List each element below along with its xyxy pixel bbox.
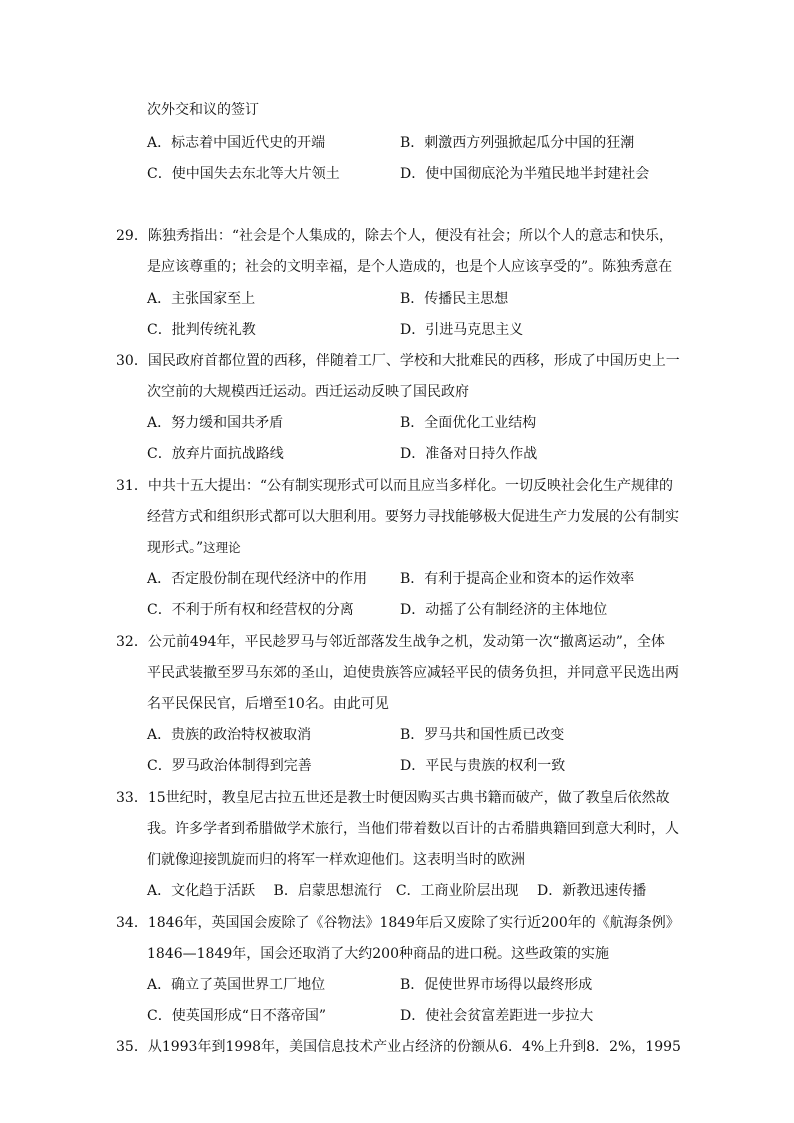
question-35-stem: 35．从1993年到1998年，美国信息技术产业占经济的份额从6．4%上升到8．2%，1995 xyxy=(116,1039,681,1055)
question-32-stem-end: 名平民保民官，后增至10名。由此可见 xyxy=(147,696,389,712)
option-b: B．传播民主思想 xyxy=(400,291,509,307)
question-31-stem-end xyxy=(147,538,241,558)
question-33-stem-cont: 我。许多学者到希腊做学术旅行，当他们带着数以百计的古希腊典籍回到意大利时，人 xyxy=(147,821,679,837)
question-30-stem: 30．国民政府首都位置的西移，伴随着工厂、学校和大批难民的西移，形成了中国历史上一 xyxy=(116,353,680,369)
option-d: D．动摇了公有制经济的主体地位 xyxy=(400,602,608,618)
question-34-stem: 34．1846年，英国国会废除了《谷物法》1849年后又废除了实行近200年的《航海条例》 xyxy=(116,915,680,931)
option-d: D．引进马克思主义 xyxy=(400,322,524,338)
option-a: A．确立了英国世界工厂地位 xyxy=(147,977,326,993)
option-d: D．使中国彻底沦为半殖民地半封建社会 xyxy=(400,166,650,182)
question-31-stem: 31．中共十五大提出：“公有制实现形式可以而且应当多样化。一切反映社会化生产规律的 xyxy=(116,478,673,494)
question-32-stem-cont: 平民武装撤至罗马东郊的圣山，迫使贵族答应减轻平民的债务负担，并同意平民选出两 xyxy=(147,665,679,681)
option-a: A．主张国家至上 xyxy=(147,291,256,307)
option-a: A．标志着中国近代史的开端 xyxy=(147,135,326,151)
question-32-stem: 32．公元前494年，平民趁罗马与邻近部落发生战争之机，发动第一次“撤离运动”，全体 xyxy=(116,634,665,650)
option-c: C．放弃片面抗战路线 xyxy=(147,446,284,462)
question-33-stem-end: 们就像迎接凯旋而归的将军一样欢迎他们。这表明当时的欧洲 xyxy=(147,852,525,868)
option-b: B．罗马共和国性质已改变 xyxy=(400,727,565,743)
question-continuation: 次外交和议的签订 xyxy=(147,102,259,118)
option-c: C．使中国失去东北等大片领土 xyxy=(147,166,340,182)
option-c: C．不利于所有权和经营权的分离 xyxy=(147,602,354,618)
question-31-stem-cont: 经营方式和组织形式都可以大胆利用。要努力寻找能够极大促进生产力发展的公有制实 xyxy=(147,509,679,525)
option-b: B．有利于提高企业和资本的运作效率 xyxy=(400,571,635,587)
option-a: A．努力缓和国共矛盾 xyxy=(147,415,284,431)
option-b: B．促使世界市场得以最终形成 xyxy=(400,977,593,993)
question-29-stem-cont: 是应该尊重的；社会的文明幸福，是个人造成的，也是个人应该享受的”。陈独秀意在 xyxy=(147,259,673,275)
option-c: C．使英国形成“日不落帝国” xyxy=(147,1008,327,1024)
option-d: D．准备对日持久作战 xyxy=(400,446,538,462)
option-b: B．刺激西方列强掀起瓜分中国的狂潮 xyxy=(400,135,635,151)
option-b: B．全面优化工业结构 xyxy=(400,415,537,431)
question-34-stem-cont: 1846—1849年，国会还取消了大约200种商品的进口税。这些政策的实施 xyxy=(147,946,609,962)
option-c: C．批判传统礼教 xyxy=(147,322,256,338)
question-30-stem-cont: 次空前的大规模西迁运动。西迁运动反映了国民政府 xyxy=(147,384,469,400)
question-31-stem-tail: 这理论 xyxy=(203,540,241,555)
option-a: A．否定股份制在现代经济中的作用 xyxy=(147,571,368,587)
option-c: C．罗马政治体制得到完善 xyxy=(147,758,312,774)
question-33-stem: 33．15世纪时，教皇尼古拉五世还是教士时便因购买古典书籍而破产，做了教皇后依然故 xyxy=(116,790,670,806)
option-d: D．平民与贵族的权利一致 xyxy=(400,758,566,774)
question-29-stem: 29．陈独秀指出：“社会是个人集成的，除去个人，便没有社会；所以个人的意志和快乐， xyxy=(116,228,673,244)
question-33-options: A．文化趋于活跃 B．启蒙思想流行 C．工商业阶层出现 D．新教迅速传播 xyxy=(147,883,647,899)
option-a: A．贵族的政治特权被取消 xyxy=(147,727,312,743)
question-31-stem-end-text: 现形式。” xyxy=(147,540,204,556)
option-d: D．使社会贫富差距进一步拉大 xyxy=(400,1008,594,1024)
